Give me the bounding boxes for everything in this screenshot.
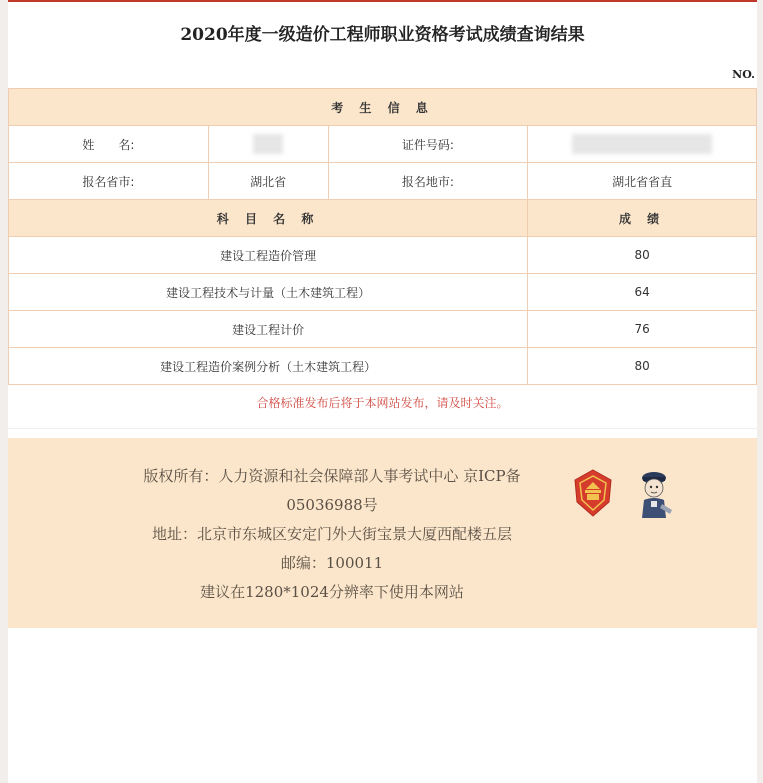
subject-name: 建设工程造价管理 bbox=[9, 237, 528, 274]
table-row bbox=[9, 237, 757, 274]
site-footer bbox=[8, 438, 757, 628]
party-gov-emblem-icon[interactable] bbox=[573, 468, 613, 518]
footer-text bbox=[92, 462, 572, 607]
id-value bbox=[528, 126, 757, 163]
top-accent-bar bbox=[8, 0, 757, 2]
score-header-row bbox=[9, 200, 757, 237]
resolution-tip: 建议在1280*1024分辨率下使用本网站 bbox=[200, 583, 464, 601]
name-redacted bbox=[253, 134, 283, 154]
city-label: 报名地市: bbox=[328, 163, 528, 200]
score-header: 成 绩 bbox=[528, 200, 757, 237]
table-row bbox=[9, 311, 757, 348]
subject-score: 80 bbox=[528, 348, 757, 385]
postcode-line: 邮编：100011 bbox=[280, 554, 384, 572]
candidate-location-row bbox=[9, 163, 757, 200]
name-label: 姓 名: bbox=[9, 126, 209, 163]
subject-name: 建设工程计价 bbox=[9, 311, 528, 348]
subject-header: 科 目 名 称 bbox=[9, 200, 528, 237]
id-label: 证件号码: bbox=[328, 126, 528, 163]
subject-score: 76 bbox=[528, 311, 757, 348]
subject-name: 建设工程造价案例分析（土木建筑工程） bbox=[9, 348, 528, 385]
address-line: 地址：北京市东城区安定门外大街宝景大厦西配楼五层 bbox=[151, 525, 512, 543]
table-row bbox=[9, 274, 757, 311]
subject-score: 64 bbox=[528, 274, 757, 311]
province-value: 湖北省 bbox=[208, 163, 328, 200]
police-cyber-icon[interactable] bbox=[634, 468, 674, 520]
province-label: 报名省市: bbox=[9, 163, 209, 200]
city-value: 湖北省省直 bbox=[528, 163, 757, 200]
page-title: 2020年度一级造价工程师职业资格考试成绩查询结果 bbox=[180, 25, 585, 45]
score-table bbox=[8, 88, 757, 385]
section-divider bbox=[8, 428, 757, 429]
table-row bbox=[9, 348, 757, 385]
record-number-label: NO. bbox=[732, 68, 755, 81]
name-value bbox=[208, 126, 328, 163]
candidate-name-row bbox=[9, 126, 757, 163]
qualification-notice: 合格标准发布后将于本网站发布，请及时关注。 bbox=[256, 396, 509, 410]
candidate-info-header: 考 生 信 息 bbox=[9, 89, 757, 126]
id-redacted bbox=[572, 134, 712, 154]
subject-score: 80 bbox=[528, 237, 757, 274]
candidate-info-header-row bbox=[9, 89, 757, 126]
subject-name: 建设工程技术与计量（土木建筑工程） bbox=[9, 274, 528, 311]
copyright-line2: 05036988号 bbox=[286, 496, 378, 514]
copyright-line1: 版权所有：人力资源和社会保障部人事考试中心 京ICP备 bbox=[143, 467, 521, 485]
